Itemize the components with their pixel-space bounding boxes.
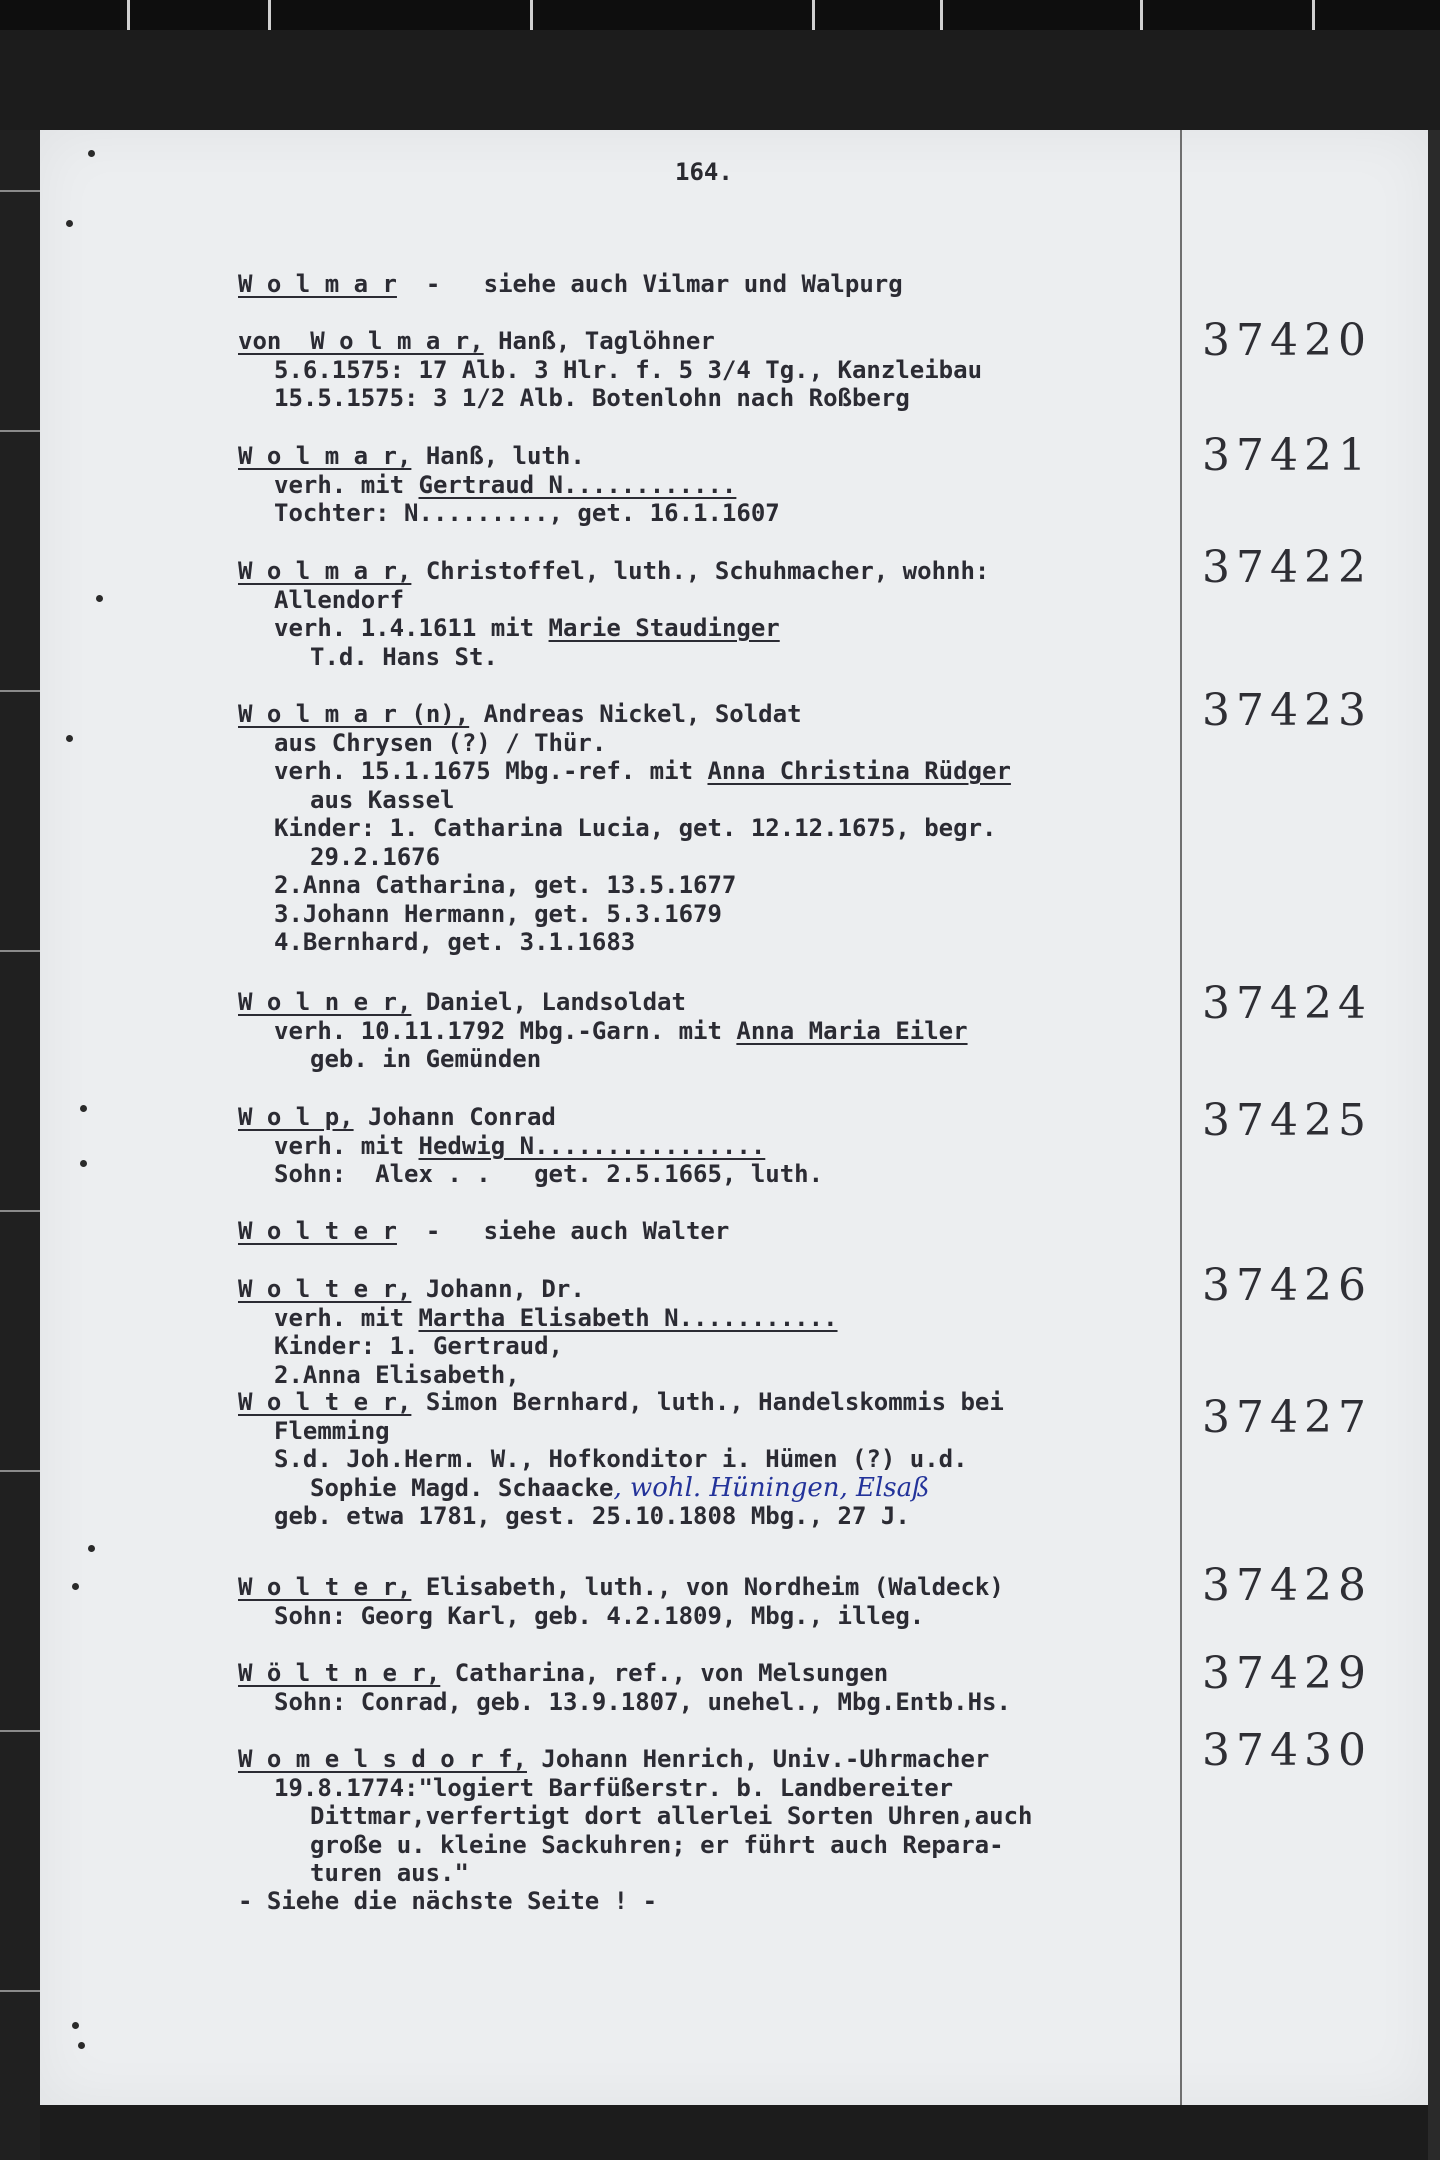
record-number: 37430: [1202, 1725, 1372, 1776]
register-entry: [238, 327, 982, 413]
entry-text: - siehe auch Vilmar und Walpurg: [396, 270, 903, 298]
entry-text: - siehe auch Walter: [396, 1217, 730, 1245]
punch-hole: [72, 1583, 79, 1590]
surname-heading: W o l m a r (n),: [238, 700, 470, 728]
scale-tick: [1140, 0, 1143, 30]
surname-heading: W o l t e r,: [238, 1275, 412, 1303]
record-number: 37422: [1202, 542, 1372, 593]
entry-line: [238, 586, 989, 615]
entry-line: [238, 1745, 1032, 1774]
surname-heading: Hedwig N................: [418, 1131, 766, 1160]
entry-line: [238, 786, 1011, 815]
entry-line: [238, 1445, 1004, 1474]
register-entry: [238, 700, 1011, 957]
entry-line: [238, 1332, 838, 1361]
entry-text: Johann Conrad: [353, 1103, 556, 1131]
edge-mark: [0, 430, 40, 432]
surname-heading: W o l m a r,: [238, 557, 412, 585]
entry-text: Allendorf: [274, 585, 405, 614]
page-number: 164.: [675, 158, 733, 186]
entry-text: turen aus.": [310, 1859, 469, 1887]
entry-text: 3.Johann Hermann, get. 5.3.1679: [274, 899, 722, 928]
edge-mark: [0, 1210, 40, 1212]
entry-text: Hanß, Taglöhner: [483, 327, 715, 355]
surname-heading: W o l p,: [238, 1103, 354, 1131]
record-number: 37427: [1202, 1392, 1372, 1443]
entry-line: [238, 1831, 1032, 1860]
punch-hole: [80, 1105, 87, 1112]
entry-text: geb. in Gemünden: [310, 1045, 542, 1073]
entry-line: [238, 928, 1011, 957]
entry-line: [238, 1802, 1032, 1831]
entry-text: 4.Bernhard, get. 3.1.1683: [274, 928, 636, 956]
surname-heading: Gertraud N............: [418, 470, 737, 499]
scale-tick: [940, 0, 943, 30]
entry-text: Sohn: Alex . . get. 2.5.1665, luth.: [274, 1160, 824, 1188]
scanner-top-bar: [0, 0, 1440, 30]
record-number: 37420: [1202, 315, 1372, 366]
punch-hole: [96, 595, 103, 602]
entry-line: [238, 700, 1011, 729]
entry-line: [238, 1103, 823, 1132]
edge-mark: [0, 1990, 40, 1992]
surname-heading: W o l m a r: [238, 270, 397, 298]
entry-text: verh. 1.4.1611 mit: [274, 614, 549, 642]
entry-line: [238, 471, 780, 500]
edge-mark: [0, 190, 40, 192]
record-number: 37428: [1202, 1560, 1372, 1611]
entry-line: [238, 499, 780, 528]
entry-line: [238, 1774, 1032, 1803]
surname-heading: W ö l t n e r,: [238, 1659, 441, 1687]
punch-hole: [88, 1545, 95, 1552]
record-number: 37421: [1202, 430, 1372, 481]
punch-hole: [78, 2042, 85, 2049]
entry-line: [238, 1017, 968, 1046]
entry-line: [238, 843, 1011, 872]
entry-text: 29.2.1676: [310, 842, 441, 871]
entry-line: [238, 1217, 729, 1246]
scale-tick: [812, 0, 815, 30]
edge-mark: [0, 1470, 40, 1472]
punch-hole: [88, 150, 95, 157]
entry-text: verh. mit: [274, 470, 419, 499]
scanner-right-edge: [1428, 130, 1440, 2160]
scale-tick: [1312, 0, 1315, 30]
entry-line: [238, 1361, 838, 1390]
entry-line: [238, 814, 1011, 843]
register-entry: [238, 1103, 823, 1189]
surname-heading: W o l t e r,: [238, 1388, 412, 1416]
register-entry: [238, 1275, 838, 1389]
record-number: 37426: [1202, 1260, 1372, 1311]
entry-text: aus Kassel: [310, 785, 455, 814]
entry-text: 5.6.1575: 17 Alb. 3 Hlr. f. 5 3/4 Tg., Kanzleibau: [274, 355, 983, 384]
entry-text: Kinder: 1. Gertraud,: [274, 1332, 563, 1360]
entry-line: [238, 270, 903, 299]
entry-text: Johann, Dr.: [411, 1275, 585, 1303]
surname-heading: Anna Maria Eiler: [736, 1016, 968, 1045]
punch-hole: [80, 1160, 87, 1167]
punch-hole: [72, 2022, 79, 2029]
record-number: 37423: [1202, 685, 1372, 736]
record-number: 37425: [1202, 1095, 1372, 1146]
document-page: [40, 130, 1428, 2105]
record-number: 37429: [1202, 1648, 1372, 1699]
entry-text: Flemming: [274, 1416, 390, 1445]
entry-line: [238, 900, 1011, 929]
register-entry: [238, 1659, 1011, 1716]
entry-text: T.d. Hans St.: [310, 642, 498, 671]
entry-text: - Siehe die nächste Seite ! -: [238, 1887, 658, 1915]
entry-text: verh. 10.11.1792 Mbg.-Garn. mit: [274, 1016, 737, 1045]
register-entry: [238, 1745, 1032, 1888]
entry-line: [238, 356, 982, 385]
entry-text: Dittmar,verfertigt dort allerlei Sorten Uhren,auch: [310, 1802, 1033, 1830]
entry-text: 19.8.1774:"logiert Barfüßerstr. b. Landbereiter: [274, 1773, 954, 1802]
entry-line: [238, 384, 982, 413]
entry-line: [238, 1388, 1004, 1417]
entry-line: [238, 1417, 1004, 1446]
entry-line: [238, 1659, 1011, 1688]
entry-text: Sohn: Georg Karl, geb. 4.2.1809, Mbg., illeg.: [274, 1601, 925, 1630]
entry-text: Andreas Nickel, Soldat: [469, 700, 802, 728]
entry-text: verh. mit: [274, 1131, 419, 1160]
surname-heading: W o l t e r,: [238, 1573, 412, 1601]
register-entry: [238, 1388, 1004, 1531]
entry-line: [238, 1573, 1004, 1602]
surname-heading: Martha Elisabeth N...........: [418, 1303, 838, 1332]
register-entry: [238, 1573, 1004, 1630]
entry-text: Sophie Magd. Schaacke: [310, 1473, 614, 1502]
scale-tick: [127, 0, 130, 30]
entry-text: verh. mit: [274, 1303, 419, 1332]
scale-tick: [268, 0, 271, 30]
entry-line: [238, 442, 780, 471]
entry-line: [238, 1275, 838, 1304]
entry-text: Hanß, luth.: [411, 442, 585, 470]
punch-hole: [66, 220, 73, 227]
surname-heading: W o l m a r,: [238, 442, 412, 470]
entry-line: [238, 1887, 657, 1916]
entry-text: 15.5.1575: 3 1/2 Alb. Botenlohn nach Roßberg: [274, 384, 910, 412]
entry-line: [238, 1502, 1004, 1531]
scale-tick: [530, 0, 533, 30]
register-entry: [238, 988, 968, 1074]
entry-line: [238, 729, 1011, 758]
entry-text: Johann Henrich, Univ.-Uhrmacher: [526, 1745, 990, 1773]
entry-line: [238, 1688, 1011, 1717]
record-number: 37424: [1202, 978, 1372, 1029]
scanner-left-edge: [0, 130, 40, 2160]
entry-text: Daniel, Landsoldat: [411, 988, 686, 1016]
entry-line: [238, 643, 989, 672]
entry-line: [238, 614, 989, 643]
entry-line: [238, 757, 1011, 786]
number-column-divider: [1180, 130, 1182, 2105]
edge-mark: [0, 690, 40, 692]
entry-line: [238, 1160, 823, 1189]
entry-line: [238, 327, 982, 356]
entry-line: [238, 1304, 838, 1333]
entry-text: Tochter: N........., get. 16.1.1607: [274, 499, 780, 527]
entry-text: große u. kleine Sackuhren; er führt auch Repara-: [310, 1830, 1004, 1859]
edge-mark: [0, 1730, 40, 1732]
surname-heading: W o l n e r,: [238, 988, 412, 1016]
entry-text: aus Chrysen (?) / Thür.: [274, 728, 607, 757]
entry-text: geb. etwa 1781, gest. 25.10.1808 Mbg., 27 J.: [274, 1502, 910, 1530]
entry-line: [238, 557, 989, 586]
register-entry: [238, 1217, 729, 1246]
entry-line: [238, 1602, 1004, 1631]
handwritten-note: , wohl. Hüningen, Elsaß: [613, 1472, 930, 1503]
entry-text: 2.Anna Elisabeth,: [274, 1360, 520, 1389]
entry-line: [238, 988, 968, 1017]
entry-text: Elisabeth, luth., von Nordheim (Waldeck): [411, 1573, 1004, 1601]
punch-hole: [66, 735, 73, 742]
entry-text: 2.Anna Catharina, get. 13.5.1677: [274, 871, 737, 899]
surname-heading: Anna Christina Rüdger: [707, 757, 1011, 785]
surname-heading: W o m e l s d o r f,: [238, 1745, 527, 1773]
entry-text: Sohn: Conrad, geb. 13.9.1807, unehel., Mbg.Entb.Hs.: [274, 1687, 1011, 1716]
edge-mark: [0, 950, 40, 952]
register-entry: [238, 1887, 657, 1916]
entry-text: Simon Bernhard, luth., Handelskommis bei: [411, 1388, 1004, 1416]
surname-heading: von W o l m a r,: [238, 327, 484, 355]
entry-line: [238, 1474, 1004, 1503]
register-entry: [238, 557, 989, 671]
entry-text: Christoffel, luth., Schuhmacher, wohnh:: [411, 557, 990, 585]
entry-line: [238, 871, 1011, 900]
entry-line: [238, 1045, 968, 1074]
register-entry: [238, 270, 903, 299]
surname-heading: Marie Staudinger: [548, 614, 780, 642]
entry-text: S.d. Joh.Herm. W., Hofkonditor i. Hümen (?) u.d.: [274, 1445, 968, 1473]
entry-line: [238, 1859, 1032, 1888]
entry-text: Kinder: 1. Catharina Lucia, get. 12.12.1675, begr.: [274, 814, 997, 842]
entry-line: [238, 1132, 823, 1161]
register-entry: [238, 442, 780, 528]
entry-text: verh. 15.1.1675 Mbg.-ref. mit: [274, 757, 708, 785]
entry-text: Catharina, ref., von Melsungen: [440, 1659, 889, 1687]
surname-heading: W o l t e r: [238, 1217, 397, 1245]
